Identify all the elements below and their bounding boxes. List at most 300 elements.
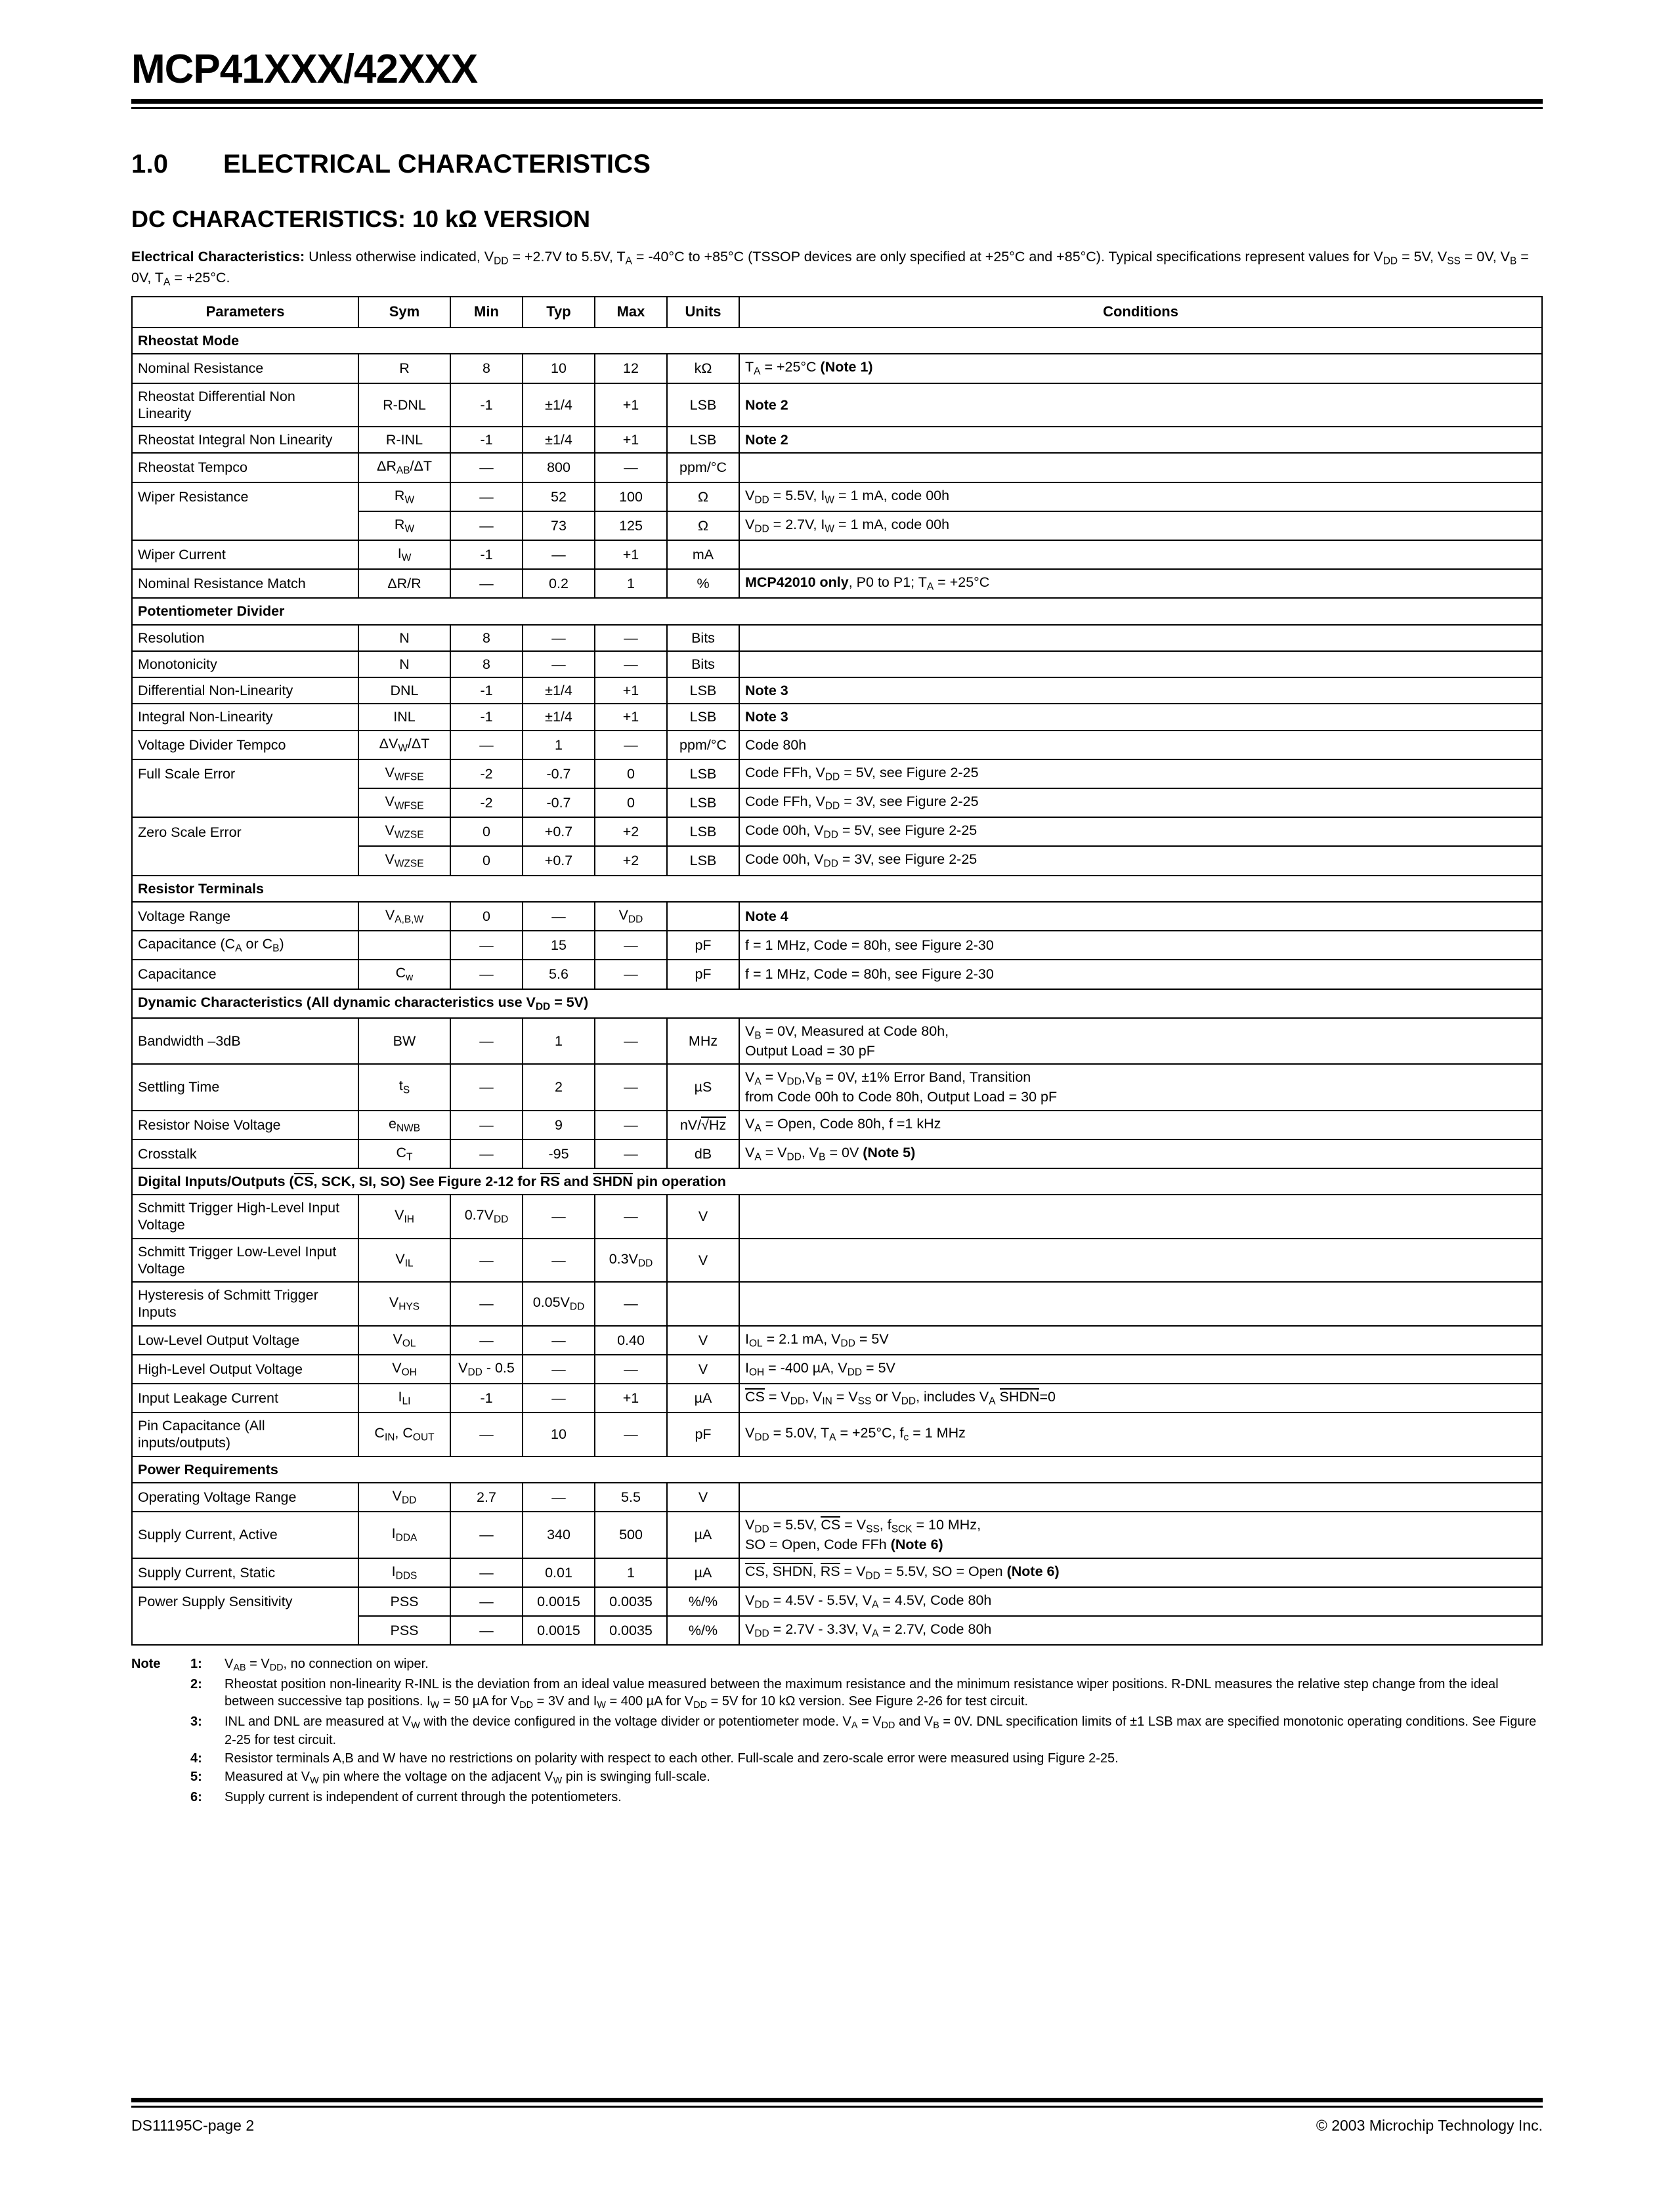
page-footer: [131, 2098, 1543, 2135]
row-parameter: Crosstalk: [132, 1139, 358, 1168]
row-min: —: [450, 1587, 523, 1616]
row-conditions: $V_A$ = Open, Code 80h, f =1 kHz: [739, 1111, 1542, 1139]
row-min: —: [450, 1512, 523, 1558]
electrical-characteristics-intro: Electrical Characteristics: Unless otherwise indicated, $V_{DD} = +2.7V$ to 5.5V, $T_A = -40^\circ C$ to +85°C (TSSOP devices are only specified at +25°C and +85°C). Typical specifications represent values for $V_{DD} = 5V$, $V_{SS} = 0V$, $V_B = 0V$, $T_A = +25^\circ C$.: [131, 249, 1529, 288]
row-conditions: $V_{DD} = 5.0V$, $T_A = +25^\circ C$, $f_c = 1$ MHz: [739, 1413, 1542, 1456]
col-sym: Sym: [358, 297, 450, 328]
row-units: LSB: [667, 704, 739, 730]
row-parameter: Capacitance: [132, 960, 358, 989]
section-title: ELECTRICAL CHARACTERISTICS: [223, 150, 651, 179]
row-max: —: [595, 1413, 667, 1456]
group-row-dynamic-characteristics: [132, 989, 1542, 1018]
row-min: —: [450, 569, 523, 598]
row-sym: $V_{HYS}$: [358, 1282, 450, 1325]
row-typ: —: [523, 540, 595, 569]
row-max: 125: [595, 511, 667, 540]
row-min: —: [450, 1064, 523, 1110]
row-conditions: $V_A = V_{DD},V_B = 0V$, ±1% Error Band, Transition from Code 00h to Code 80h, Output Load = 30 pF: [739, 1064, 1542, 1110]
row-sym: $I_{DDA}$: [358, 1512, 450, 1558]
table-row: [132, 427, 1542, 453]
row-typ: —: [523, 1326, 595, 1355]
row-typ: ±1/4: [523, 383, 595, 427]
row-units: pF: [667, 960, 739, 989]
row-sym: $V_{WZSE}$: [358, 846, 450, 875]
row-parameter: Rheostat Integral Non Linearity: [132, 427, 358, 453]
row-units: nV/√Hz: [667, 1111, 739, 1139]
table-row: [132, 1239, 1542, 1282]
note-number: 3:: [190, 1714, 202, 1729]
row-min: -1: [450, 540, 523, 569]
table-row: [132, 511, 1542, 540]
row-conditions: [739, 453, 1542, 482]
row-conditions: MCP42010 only, P0 to P1; $T_A = +25^\circ C$: [739, 569, 1542, 598]
table-row: [132, 1064, 1542, 1110]
row-typ: —: [523, 1195, 595, 1238]
row-sym: $V_{A,B,W}$: [358, 902, 450, 931]
row-typ: 5.6: [523, 960, 595, 989]
row-sym: R-INL: [358, 427, 450, 453]
row-sym: $C_T$: [358, 1139, 450, 1168]
row-conditions: Code FFh, $V_{DD} = 3V$, see Figure 2-25: [739, 788, 1542, 817]
row-min: —: [450, 1111, 523, 1139]
row-min: 8: [450, 354, 523, 383]
row-parameter: Nominal Resistance Match: [132, 569, 358, 598]
row-conditions: $V_B = 0V$, Measured at Code 80h, Output Load = 30 pF: [739, 1018, 1542, 1064]
row-max: 0: [595, 788, 667, 817]
row-max: —: [595, 453, 667, 482]
row-parameter: Operating Voltage Range: [132, 1483, 358, 1512]
row-sym: $\Delta V_W/\Delta T$: [358, 731, 450, 759]
row-max: —: [595, 1064, 667, 1110]
col-conditions: Conditions: [739, 297, 1542, 328]
row-parameter: Resistor Noise Voltage: [132, 1111, 358, 1139]
row-sym: $R_W$: [358, 482, 450, 511]
note-number: 5:: [190, 1770, 202, 1785]
row-max: 1: [595, 1558, 667, 1587]
table-row: [132, 1558, 1542, 1587]
section-subtitle: DC CHARACTERISTICS: 10 kΩ VERSION: [131, 205, 590, 232]
row-typ: 73: [523, 511, 595, 540]
row-sym: $V_{IH}$: [358, 1195, 450, 1238]
note-number: 1:: [190, 1657, 202, 1672]
col-typ: Typ: [523, 297, 595, 328]
row-units: kΩ: [667, 354, 739, 383]
row-units: ppm/°C: [667, 453, 739, 482]
group-row-rheostat-mode: [132, 328, 1542, 354]
row-conditions: $I_{OH} = -400$ µA, $V_{DD} = 5V$: [739, 1355, 1542, 1384]
table-row: [132, 1512, 1542, 1558]
table-row: [132, 1139, 1542, 1168]
row-conditions: $V_A = V_{DD}$, $V_B = 0V$ (Note 5): [739, 1139, 1542, 1168]
row-max: —: [595, 651, 667, 677]
row-conditions: Note 2: [739, 383, 1542, 427]
row-parameter: Settling Time: [132, 1064, 358, 1110]
row-parameter: Bandwidth –3dB: [132, 1018, 358, 1064]
row-parameter: Differential Non-Linearity: [132, 677, 358, 704]
row-units: [667, 902, 739, 931]
row-conditions: $V_{DD} = 5.5V$, CS = $V_{SS}$, $f_{SCK} = 10$ MHz, SO = Open, Code FFh (Note 6): [739, 1512, 1542, 1558]
dc-characteristics-table: [131, 296, 1543, 1646]
row-units: Ω: [667, 482, 739, 511]
note-item: [131, 1712, 1543, 1750]
row-conditions: Code FFh, $V_{DD} = 5V$, see Figure 2-25: [739, 759, 1542, 788]
row-parameter: Rheostat Tempco: [132, 453, 358, 482]
row-typ: 52: [523, 482, 595, 511]
row-sym: $e_{NWB}$: [358, 1111, 450, 1139]
row-conditions: $V_{DD} = 2.7V - 3.3V$, $V_A = 2.7V$, Code 80h: [739, 1616, 1542, 1645]
row-units: LSB: [667, 759, 739, 788]
row-conditions: $I_{OL} = 2.1$ mA, $V_{DD} = 5V$: [739, 1326, 1542, 1355]
table-row: [132, 704, 1542, 730]
notes-label-spacer: [131, 1712, 190, 1750]
row-typ: -0.7: [523, 759, 595, 788]
note-number: 6:: [190, 1790, 202, 1805]
row-sym: ΔR/R: [358, 569, 450, 598]
row-min: —: [450, 931, 523, 960]
row-typ: —: [523, 625, 595, 651]
notes-label: Note: [131, 1657, 161, 1672]
row-sym: PSS: [358, 1616, 450, 1645]
row-typ: —: [523, 1239, 595, 1282]
row-min: —: [450, 1413, 523, 1456]
row-typ: 0.0015: [523, 1587, 595, 1616]
row-min: 8: [450, 625, 523, 651]
row-sym: $V_{OH}$: [358, 1355, 450, 1384]
row-sym: $V_{DD}$: [358, 1483, 450, 1512]
row-units: µA: [667, 1384, 739, 1413]
row-units: Ω: [667, 511, 739, 540]
row-conditions: $V_{DD} = 5.5V$, $I_W = 1$ mA, code 00h: [739, 482, 1542, 511]
footer-rule-thick: [131, 2098, 1543, 2102]
row-typ: -0.7: [523, 788, 595, 817]
row-typ: ±1/4: [523, 677, 595, 704]
row-parameter: Nominal Resistance: [132, 354, 358, 383]
row-sym: $I_W$: [358, 540, 450, 569]
row-units: ppm/°C: [667, 731, 739, 759]
row-sym: DNL: [358, 677, 450, 704]
row-min: —: [450, 1239, 523, 1282]
note-item: [131, 1768, 1543, 1788]
intro-label: Electrical Characteristics:: [131, 249, 305, 265]
row-conditions: f = 1 MHz, Code = 80h, see Figure 2-30: [739, 931, 1542, 960]
row-sym: $t_S$: [358, 1064, 450, 1110]
row-min: -1: [450, 704, 523, 730]
table-row: [132, 788, 1542, 817]
row-conditions: $V_{DD} = 4.5V - 5.5V$, $V_A = 4.5V$, Code 80h: [739, 1587, 1542, 1616]
row-conditions: f = 1 MHz, Code = 80h, see Figure 2-30: [739, 960, 1542, 989]
row-units: pF: [667, 931, 739, 960]
note-number: 2:: [190, 1676, 202, 1691]
row-max: —: [595, 1195, 667, 1238]
row-min: 0: [450, 846, 523, 875]
row-max: +1: [595, 1384, 667, 1413]
row-min: 0: [450, 902, 523, 931]
table-row: [132, 1413, 1542, 1456]
row-units: µS: [667, 1064, 739, 1110]
row-parameter: [132, 846, 358, 875]
row-min: -1: [450, 1384, 523, 1413]
row-parameter: Wiper Current: [132, 540, 358, 569]
row-units: Bits: [667, 651, 739, 677]
table-row: [132, 482, 1542, 511]
notes-label-spacer: [131, 1749, 190, 1768]
table-row: [132, 540, 1542, 569]
row-min: 0: [450, 817, 523, 846]
row-conditions: Note 2: [739, 427, 1542, 453]
col-parameters: Parameters: [132, 297, 358, 328]
row-typ: 15: [523, 931, 595, 960]
row-units: %: [667, 569, 739, 598]
row-parameter: [132, 1616, 358, 1645]
header-rule-thin: [131, 107, 1543, 109]
col-max: Max: [595, 297, 667, 328]
row-parameter: Schmitt Trigger High-Level Input Voltage: [132, 1195, 358, 1238]
row-typ: +0.7: [523, 846, 595, 875]
row-min: —: [450, 1018, 523, 1064]
row-parameter: Power Supply Sensitivity: [132, 1587, 358, 1616]
row-units: %/%: [667, 1587, 739, 1616]
row-conditions: Code 80h: [739, 731, 1542, 759]
row-typ: 0.0015: [523, 1616, 595, 1645]
table-row: [132, 354, 1542, 383]
row-parameter: Monotonicity: [132, 651, 358, 677]
row-conditions: [739, 540, 1542, 569]
row-max: —: [595, 931, 667, 960]
row-sym: $V_{WZSE}$: [358, 817, 450, 846]
footer-rule-thin: [131, 2106, 1543, 2108]
row-typ: -95: [523, 1139, 595, 1168]
row-max: 5.5: [595, 1483, 667, 1512]
row-min: —: [450, 731, 523, 759]
row-max: +1: [595, 677, 667, 704]
row-parameter: Low-Level Output Voltage: [132, 1326, 358, 1355]
row-min: —: [450, 1326, 523, 1355]
row-units: Bits: [667, 625, 739, 651]
row-typ: ±1/4: [523, 704, 595, 730]
row-conditions: [739, 1239, 1542, 1282]
datasheet-page: [0, 46, 1674, 2212]
row-max: —: [595, 1282, 667, 1325]
table-row: [132, 902, 1542, 931]
page-title: MCP41XXX/42XXX: [131, 47, 478, 92]
row-typ: 10: [523, 1413, 595, 1456]
row-min: $0.7V_{DD}$: [450, 1195, 523, 1238]
group-row-digital-io: [132, 1168, 1542, 1195]
row-parameter: Resolution: [132, 625, 358, 651]
table-row: [132, 817, 1542, 846]
row-min: —: [450, 511, 523, 540]
note-item: [131, 1675, 1543, 1712]
row-typ: 9: [523, 1111, 595, 1139]
row-parameter: Hysteresis of Schmitt Trigger Inputs: [132, 1282, 358, 1325]
table-row: [132, 1384, 1542, 1413]
row-min: —: [450, 960, 523, 989]
group-row-resistor-terminals: [132, 876, 1542, 902]
row-conditions: [739, 625, 1542, 651]
notes-label-spacer: [131, 1675, 190, 1712]
row-units: LSB: [667, 383, 739, 427]
row-max: —: [595, 960, 667, 989]
row-units: V: [667, 1239, 739, 1282]
row-sym: $I_{LI}$: [358, 1384, 450, 1413]
row-max: 0: [595, 759, 667, 788]
row-sym: INL: [358, 704, 450, 730]
row-max: +2: [595, 817, 667, 846]
row-conditions: Code 00h, $V_{DD} = 5V$, see Figure 2-25: [739, 817, 1542, 846]
group-label: Potentiometer Divider: [132, 598, 1542, 624]
row-max: 1: [595, 569, 667, 598]
row-typ: —: [523, 651, 595, 677]
group-label: Power Requirements: [132, 1457, 1542, 1483]
note-item: [131, 1749, 1543, 1768]
group-label: Dynamic Characteristics (All dynamic characteristics use $V_{DD} = 5V$): [132, 989, 1542, 1018]
row-min: -2: [450, 788, 523, 817]
row-units: V: [667, 1355, 739, 1384]
note-text: INL and DNL are measured at $V_W$ with the device configured in the voltage divider or potentiometer mode. $V_A = V_{DD}$ and $V_B = 0V$. DNL specification limits of ±1 LSB max are specified monotonic operating conditions. See Figure 2-25 for test circuit.: [225, 1714, 1537, 1748]
table-row: [132, 931, 1542, 960]
row-typ: 0.01: [523, 1558, 595, 1587]
table-row: [132, 1587, 1542, 1616]
row-max: —: [595, 1018, 667, 1064]
row-units: LSB: [667, 846, 739, 875]
row-min: $V_{DD} - 0.5$: [450, 1355, 523, 1384]
row-sym: $C_w$: [358, 960, 450, 989]
row-parameter: [132, 511, 358, 540]
table-row: [132, 1111, 1542, 1139]
row-max: —: [595, 1139, 667, 1168]
row-conditions: [739, 1195, 1542, 1238]
row-min: —: [450, 1558, 523, 1587]
table-row: [132, 651, 1542, 677]
row-typ: —: [523, 1483, 595, 1512]
note-number: 4:: [190, 1751, 202, 1766]
row-typ: $0.05V_{DD}$: [523, 1282, 595, 1325]
row-min: —: [450, 453, 523, 482]
section-number: 1.0: [131, 150, 169, 179]
table-row: [132, 759, 1542, 788]
row-max: +2: [595, 846, 667, 875]
table-row: [132, 383, 1542, 427]
row-min: -1: [450, 677, 523, 704]
row-max: 0.40: [595, 1326, 667, 1355]
table-row: [132, 1483, 1542, 1512]
row-units: LSB: [667, 677, 739, 704]
row-sym: $V_{WFSE}$: [358, 788, 450, 817]
row-max: 100: [595, 482, 667, 511]
row-units: pF: [667, 1413, 739, 1456]
row-conditions: Note 3: [739, 677, 1542, 704]
row-max: —: [595, 731, 667, 759]
row-typ: 340: [523, 1512, 595, 1558]
group-label: Digital Inputs/Outputs (CS, SCK, SI, SO) See Figure 2-12 for RS and SHDN pin operation: [132, 1168, 1542, 1195]
row-typ: 800: [523, 453, 595, 482]
row-sym: R-DNL: [358, 383, 450, 427]
row-min: —: [450, 482, 523, 511]
row-min: —: [450, 1282, 523, 1325]
row-parameter: Rheostat Differential Non Linearity: [132, 383, 358, 427]
row-conditions: Code 00h, $V_{DD} = 3V$, see Figure 2-25: [739, 846, 1542, 875]
row-sym: $I_{DDS}$: [358, 1558, 450, 1587]
row-max: $V_{DD}$: [595, 902, 667, 931]
row-parameter: [132, 788, 358, 817]
row-parameter: High-Level Output Voltage: [132, 1355, 358, 1384]
row-units: %/%: [667, 1616, 739, 1645]
row-min: 8: [450, 651, 523, 677]
group-label: Rheostat Mode: [132, 328, 1542, 354]
row-min: —: [450, 1139, 523, 1168]
row-max: +1: [595, 427, 667, 453]
row-typ: —: [523, 902, 595, 931]
table-row: [132, 846, 1542, 875]
row-min: -1: [450, 427, 523, 453]
footer-doc-id: DS11195C-page 2: [131, 2117, 255, 2134]
row-units: V: [667, 1483, 739, 1512]
row-sym: R: [358, 354, 450, 383]
row-min: —: [450, 1616, 523, 1645]
row-max: $0.3V_{DD}$: [595, 1239, 667, 1282]
notes-label-spacer: [131, 1768, 190, 1788]
row-conditions: [739, 1483, 1542, 1512]
row-parameter: Full Scale Error: [132, 759, 358, 788]
note-text: Measured at $V_W$ pin where the voltage on the adjacent $V_W$ pin is swinging full-scale.: [225, 1770, 710, 1787]
row-parameter: Supply Current, Active: [132, 1512, 358, 1558]
row-typ: —: [523, 1384, 595, 1413]
row-conditions: Note 3: [739, 704, 1542, 730]
row-sym: N: [358, 651, 450, 677]
row-units: MHz: [667, 1018, 739, 1064]
col-units: Units: [667, 297, 739, 328]
table-row: [132, 960, 1542, 989]
row-typ: 2: [523, 1064, 595, 1110]
row-units: V: [667, 1195, 739, 1238]
header-rule-thick: [131, 99, 1543, 104]
row-conditions: $V_{DD} = 2.7V$, $I_W = 1$ mA, code 00h: [739, 511, 1542, 540]
row-parameter: Wiper Resistance: [132, 482, 358, 511]
table-row: [132, 625, 1542, 651]
row-parameter: Schmitt Trigger Low-Level Input Voltage: [132, 1239, 358, 1282]
table-row: [132, 1616, 1542, 1645]
row-sym: N: [358, 625, 450, 651]
row-sym: [358, 931, 450, 960]
group-label: Resistor Terminals: [132, 876, 1542, 902]
row-sym: $C_{IN}$, $C_{OUT}$: [358, 1413, 450, 1456]
row-conditions: $T_A = +25^\circ C$ (Note 1): [739, 354, 1542, 383]
row-parameter: Supply Current, Static: [132, 1558, 358, 1587]
row-min: 2.7: [450, 1483, 523, 1512]
table-row: [132, 677, 1542, 704]
row-sym: $V_{WFSE}$: [358, 759, 450, 788]
row-sym: PSS: [358, 1587, 450, 1616]
row-conditions: CS, SHDN, RS = $V_{DD} = 5.5V$, SO = Open (Note 6): [739, 1558, 1542, 1587]
row-units: dB: [667, 1139, 739, 1168]
row-typ: 1: [523, 731, 595, 759]
group-row-potentiometer-divider: [132, 598, 1542, 624]
row-parameter: Integral Non-Linearity: [132, 704, 358, 730]
footer-copyright: © 2003 Microchip Technology Inc.: [1316, 2117, 1543, 2134]
col-min: Min: [450, 297, 523, 328]
row-conditions: CS = $V_{DD}$, $V_{IN} = V_{SS}$ or $V_{DD}$, includes $V_A$ SHDN=0: [739, 1384, 1542, 1413]
row-typ: 10: [523, 354, 595, 383]
row-units: LSB: [667, 788, 739, 817]
row-sym: $V_{IL}$: [358, 1239, 450, 1282]
section-heading: [131, 150, 1543, 179]
row-sym: $V_{OL}$: [358, 1326, 450, 1355]
row-sym: BW: [358, 1018, 450, 1064]
row-units: µA: [667, 1558, 739, 1587]
row-max: 500: [595, 1512, 667, 1558]
row-typ: +0.7: [523, 817, 595, 846]
row-units: LSB: [667, 817, 739, 846]
